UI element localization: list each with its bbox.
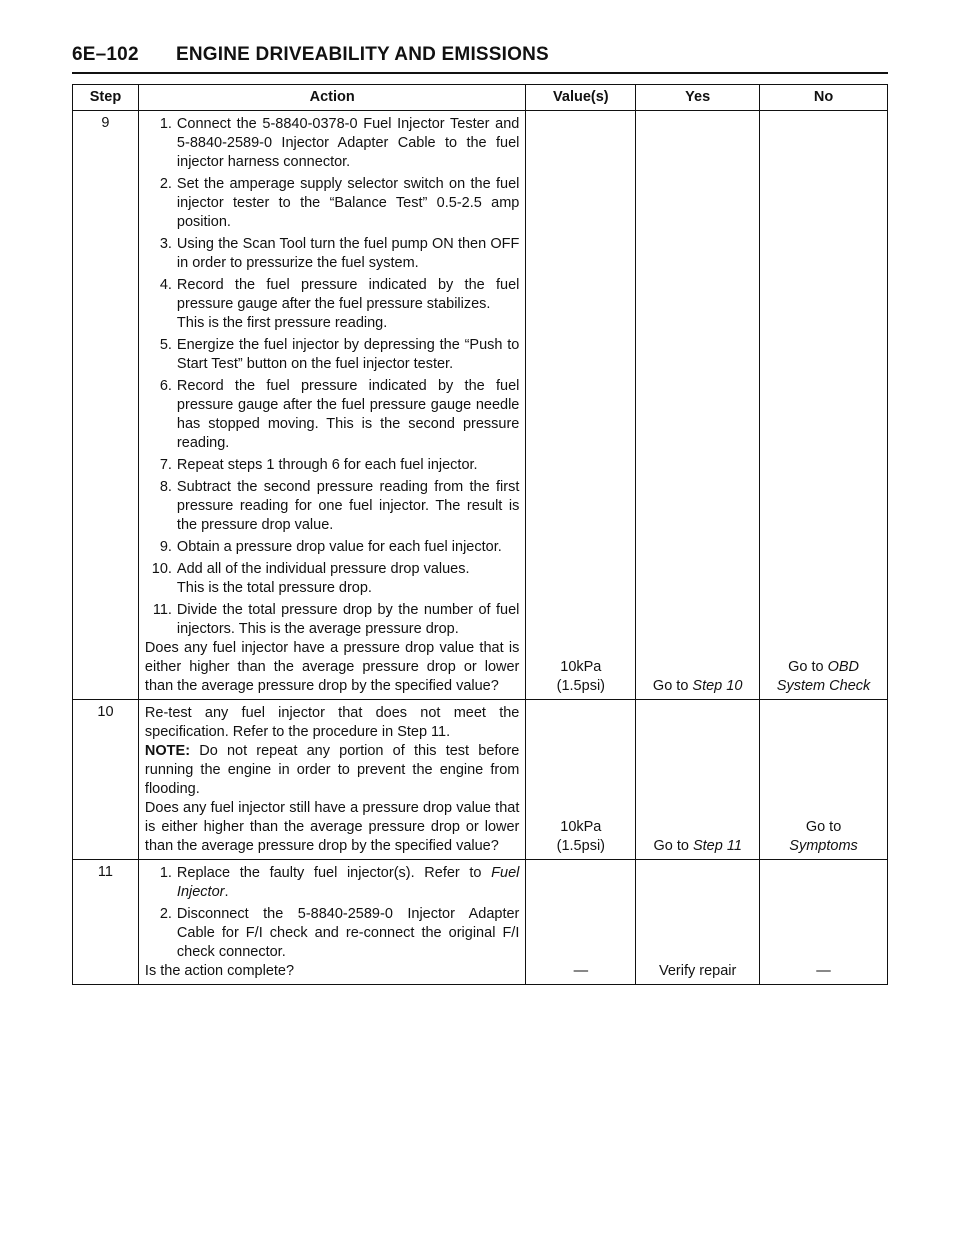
list-item: 10. Add all of the individual pressure drop values. This is the total pressure drop.	[151, 561, 470, 596]
value-cell: 10kPa (1.5psi)	[526, 111, 636, 700]
yes-cell: Go to Step 11	[636, 700, 760, 860]
list-item: 3. Using the Scan Tool turn the fuel pump ON then OFF in order to pressurize the fuel system.	[159, 236, 520, 271]
table-row	[73, 700, 888, 860]
yes-cell: Verify repair	[636, 860, 760, 985]
list-item: 4. Record the fuel pressure indicated by the fuel pressure gauge after the fuel pressure stabilizes. This is the first pressure reading.	[159, 277, 520, 331]
list-item: 2. Disconnect the 5-8840-2589-0 Injector Adapter Cable for F/I check and re-connect the original F/I check connector.	[159, 906, 520, 960]
action-cell	[138, 111, 525, 700]
question-text: Does any fuel injector still have a pressure drop value that is either higher than the average pressure drop or lower than the average pressure drop by the specified value?	[144, 800, 520, 854]
section-title: ENGINE DRIVEABILITY AND EMISSIONS	[176, 44, 549, 65]
list-item: 6. Record the fuel pressure indicated by the fuel pressure gauge after the fuel pressure gauge needle has stopped moving. This is the second pressure reading.	[159, 378, 520, 451]
table-row	[73, 860, 888, 985]
list-item: 7. Repeat steps 1 through 6 for each fuel injector.	[159, 457, 478, 473]
header-rule	[72, 72, 888, 74]
value-cell: 10kPa (1.5psi)	[526, 700, 636, 860]
no-cell: Go to OBD System Check	[760, 111, 888, 700]
list-item: 1. Replace the faulty fuel injector(s). Refer to Fuel Injector.	[159, 865, 520, 900]
page-number: 6E–102	[72, 44, 139, 65]
list-item: 2. Set the amperage supply selector switch on the fuel injector tester to the “Balance Test” 0.5-2.5 amp position.	[159, 176, 520, 230]
list-item: 1. Connect the 5-8840-0378-0 Fuel Injector Tester and 5-8840-2589-0 Injector Adapter Cable to the fuel injector harness connector.	[159, 116, 520, 170]
action-cell: Re-test any fuel injector that does not meet the specification. Refer to the procedure in Step 11. NOTE: Do not repeat any portion of this test before running the engine in order to prevent the engine from flooding. Does any fuel injector still have a pressure drop value that is either higher than the average pressure drop or lower than the average pressure drop by the specified value?	[138, 700, 525, 860]
value-cell: —	[526, 860, 636, 985]
table-row	[73, 111, 888, 700]
list-item: 5. Energize the fuel injector by depressing the “Push to Start Test” button on the fuel injector tester.	[159, 337, 520, 372]
table-header-row	[73, 85, 888, 111]
diagnostic-table	[72, 84, 888, 985]
page-header	[72, 44, 888, 70]
col-header-step: Step	[73, 85, 139, 111]
question-text: Is the action complete?	[144, 963, 295, 979]
action-cell	[138, 860, 525, 985]
col-header-values: Value(s)	[526, 85, 636, 111]
list-item: 11. Divide the total pressure drop by the number of fuel injectors. This is the average pressure drop.	[152, 602, 520, 637]
question-text: Does any fuel injector have a pressure drop value that is either higher than the average pressure drop or lower than the average pressure drop by the specified value?	[144, 640, 520, 694]
list-item: 8. Subtract the second pressure reading from the first pressure reading for one fuel injector. The result is the pressure drop value.	[159, 479, 520, 533]
list-item: 9. Obtain a pressure drop value for each fuel injector.	[159, 539, 502, 555]
no-cell: —	[760, 860, 888, 985]
col-header-action: Action	[138, 85, 525, 111]
col-header-yes: Yes	[636, 85, 760, 111]
step-number: 10	[73, 700, 139, 860]
step-number: 9	[73, 111, 139, 700]
yes-cell: Go to Step 10	[636, 111, 760, 700]
step-number: 11	[73, 860, 139, 985]
col-header-no: No	[760, 85, 888, 111]
no-cell: Go to Symptoms	[760, 700, 888, 860]
